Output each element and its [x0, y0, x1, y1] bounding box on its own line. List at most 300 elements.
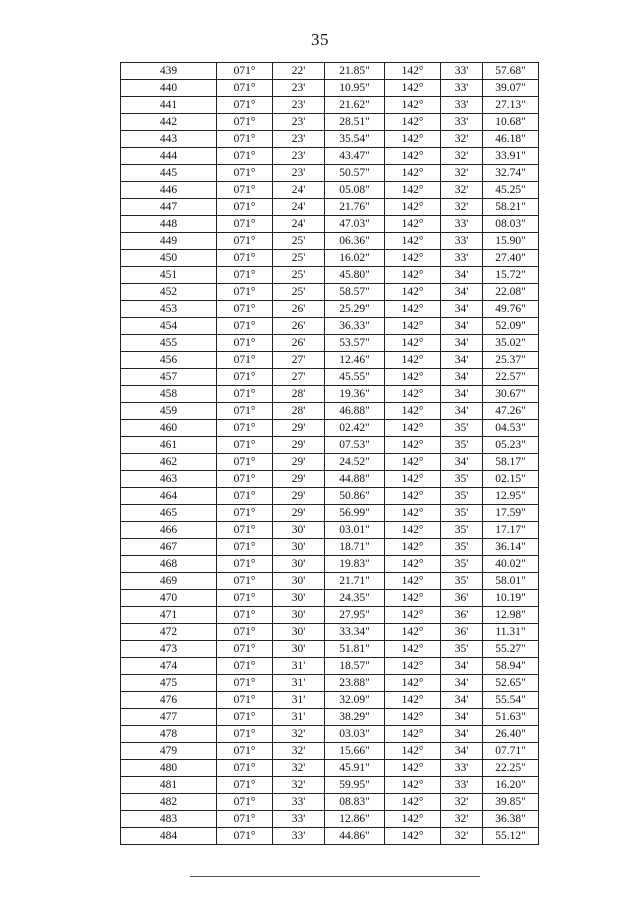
longitude-minutes-cell: 35' [441, 488, 483, 505]
longitude-minutes-cell: 35' [441, 420, 483, 437]
longitude-degrees-cell: 142° [385, 80, 441, 97]
point-number-cell: 459 [121, 403, 217, 420]
longitude-seconds-cell: 46.18" [483, 131, 539, 148]
latitude-minutes-cell: 22' [273, 63, 325, 80]
longitude-seconds-cell: 55.12" [483, 828, 539, 845]
table-row [121, 403, 539, 420]
longitude-seconds-cell: 57.68" [483, 63, 539, 80]
longitude-seconds-cell: 40.02" [483, 556, 539, 573]
latitude-degrees-cell: 071° [217, 454, 273, 471]
latitude-degrees-cell: 071° [217, 675, 273, 692]
table-row [121, 80, 539, 97]
longitude-seconds-cell: 16.20" [483, 777, 539, 794]
latitude-minutes-cell: 30' [273, 522, 325, 539]
longitude-seconds-cell: 27.40" [483, 250, 539, 267]
longitude-minutes-cell: 34' [441, 403, 483, 420]
table-row [121, 505, 539, 522]
latitude-seconds-cell: 12.46" [325, 352, 385, 369]
longitude-minutes-cell: 34' [441, 335, 483, 352]
table-row [121, 641, 539, 658]
table-row [121, 114, 539, 131]
longitude-degrees-cell: 142° [385, 692, 441, 709]
longitude-degrees-cell: 142° [385, 199, 441, 216]
longitude-degrees-cell: 142° [385, 794, 441, 811]
latitude-seconds-cell: 51.81" [325, 641, 385, 658]
longitude-seconds-cell: 02.15" [483, 471, 539, 488]
point-number-cell: 470 [121, 590, 217, 607]
latitude-minutes-cell: 30' [273, 573, 325, 590]
longitude-seconds-cell: 10.68" [483, 114, 539, 131]
point-number-cell: 482 [121, 794, 217, 811]
longitude-seconds-cell: 58.01" [483, 573, 539, 590]
latitude-minutes-cell: 25' [273, 233, 325, 250]
point-number-cell: 452 [121, 284, 217, 301]
page-number: 35 [311, 30, 329, 49]
latitude-degrees-cell: 071° [217, 709, 273, 726]
longitude-seconds-cell: 05.23" [483, 437, 539, 454]
latitude-seconds-cell: 43.47" [325, 148, 385, 165]
longitude-degrees-cell: 142° [385, 760, 441, 777]
table-row [121, 386, 539, 403]
coordinates-table-body [121, 63, 539, 845]
point-number-cell: 461 [121, 437, 217, 454]
latitude-minutes-cell: 33' [273, 794, 325, 811]
latitude-seconds-cell: 05.08" [325, 182, 385, 199]
longitude-seconds-cell: 15.72" [483, 267, 539, 284]
latitude-minutes-cell: 30' [273, 539, 325, 556]
latitude-seconds-cell: 03.03" [325, 726, 385, 743]
latitude-minutes-cell: 28' [273, 386, 325, 403]
latitude-degrees-cell: 071° [217, 828, 273, 845]
latitude-seconds-cell: 59.95" [325, 777, 385, 794]
longitude-degrees-cell: 142° [385, 301, 441, 318]
latitude-degrees-cell: 071° [217, 539, 273, 556]
longitude-minutes-cell: 34' [441, 726, 483, 743]
table-row [121, 777, 539, 794]
point-number-cell: 476 [121, 692, 217, 709]
point-number-cell: 456 [121, 352, 217, 369]
latitude-degrees-cell: 071° [217, 148, 273, 165]
longitude-minutes-cell: 34' [441, 692, 483, 709]
point-number-cell: 477 [121, 709, 217, 726]
latitude-degrees-cell: 071° [217, 403, 273, 420]
latitude-seconds-cell: 32.09" [325, 692, 385, 709]
longitude-degrees-cell: 142° [385, 641, 441, 658]
latitude-degrees-cell: 071° [217, 794, 273, 811]
latitude-degrees-cell: 071° [217, 437, 273, 454]
latitude-minutes-cell: 32' [273, 726, 325, 743]
table-row [121, 454, 539, 471]
table-row [121, 216, 539, 233]
latitude-minutes-cell: 26' [273, 301, 325, 318]
longitude-seconds-cell: 45.25" [483, 182, 539, 199]
latitude-minutes-cell: 26' [273, 335, 325, 352]
point-number-cell: 457 [121, 369, 217, 386]
longitude-minutes-cell: 34' [441, 743, 483, 760]
latitude-degrees-cell: 071° [217, 216, 273, 233]
longitude-degrees-cell: 142° [385, 335, 441, 352]
longitude-seconds-cell: 04.53" [483, 420, 539, 437]
point-number-cell: 445 [121, 165, 217, 182]
longitude-minutes-cell: 34' [441, 454, 483, 471]
latitude-minutes-cell: 32' [273, 743, 325, 760]
latitude-degrees-cell: 071° [217, 607, 273, 624]
longitude-degrees-cell: 142° [385, 63, 441, 80]
longitude-minutes-cell: 32' [441, 131, 483, 148]
longitude-minutes-cell: 32' [441, 165, 483, 182]
latitude-seconds-cell: 19.83" [325, 556, 385, 573]
point-number-cell: 441 [121, 97, 217, 114]
longitude-seconds-cell: 52.65" [483, 675, 539, 692]
table-row [121, 556, 539, 573]
latitude-seconds-cell: 18.57" [325, 658, 385, 675]
latitude-degrees-cell: 071° [217, 658, 273, 675]
latitude-minutes-cell: 29' [273, 488, 325, 505]
latitude-minutes-cell: 32' [273, 760, 325, 777]
latitude-degrees-cell: 071° [217, 165, 273, 182]
latitude-seconds-cell: 24.35" [325, 590, 385, 607]
point-number-cell: 463 [121, 471, 217, 488]
point-number-cell: 481 [121, 777, 217, 794]
point-number-cell: 464 [121, 488, 217, 505]
table-row [121, 97, 539, 114]
longitude-seconds-cell: 36.14" [483, 539, 539, 556]
longitude-minutes-cell: 35' [441, 505, 483, 522]
table-row [121, 522, 539, 539]
point-number-cell: 462 [121, 454, 217, 471]
table-row [121, 369, 539, 386]
longitude-seconds-cell: 26.40" [483, 726, 539, 743]
latitude-seconds-cell: 02.42" [325, 420, 385, 437]
point-number-cell: 451 [121, 267, 217, 284]
latitude-seconds-cell: 36.33" [325, 318, 385, 335]
longitude-degrees-cell: 142° [385, 675, 441, 692]
latitude-seconds-cell: 21.85" [325, 63, 385, 80]
longitude-seconds-cell: 49.76" [483, 301, 539, 318]
latitude-minutes-cell: 23' [273, 148, 325, 165]
longitude-degrees-cell: 142° [385, 811, 441, 828]
point-number-cell: 467 [121, 539, 217, 556]
table-row [121, 760, 539, 777]
latitude-degrees-cell: 071° [217, 624, 273, 641]
longitude-seconds-cell: 12.95" [483, 488, 539, 505]
longitude-minutes-cell: 32' [441, 794, 483, 811]
longitude-minutes-cell: 35' [441, 539, 483, 556]
latitude-minutes-cell: 30' [273, 641, 325, 658]
longitude-minutes-cell: 35' [441, 437, 483, 454]
point-number-cell: 484 [121, 828, 217, 845]
longitude-minutes-cell: 36' [441, 590, 483, 607]
longitude-degrees-cell: 142° [385, 403, 441, 420]
longitude-minutes-cell: 33' [441, 216, 483, 233]
longitude-minutes-cell: 33' [441, 233, 483, 250]
point-number-cell: 450 [121, 250, 217, 267]
table-row [121, 420, 539, 437]
longitude-minutes-cell: 32' [441, 199, 483, 216]
latitude-seconds-cell: 44.88" [325, 471, 385, 488]
longitude-seconds-cell: 15.90" [483, 233, 539, 250]
latitude-minutes-cell: 25' [273, 284, 325, 301]
latitude-seconds-cell: 21.62" [325, 97, 385, 114]
longitude-degrees-cell: 142° [385, 352, 441, 369]
latitude-seconds-cell: 45.80" [325, 267, 385, 284]
latitude-degrees-cell: 071° [217, 352, 273, 369]
point-number-cell: 440 [121, 80, 217, 97]
latitude-minutes-cell: 31' [273, 675, 325, 692]
latitude-seconds-cell: 27.95" [325, 607, 385, 624]
table-row [121, 471, 539, 488]
latitude-minutes-cell: 27' [273, 352, 325, 369]
longitude-seconds-cell: 55.27" [483, 641, 539, 658]
longitude-degrees-cell: 142° [385, 777, 441, 794]
table-row [121, 828, 539, 845]
latitude-seconds-cell: 47.03" [325, 216, 385, 233]
longitude-minutes-cell: 33' [441, 250, 483, 267]
table-row [121, 165, 539, 182]
longitude-seconds-cell: 47.26" [483, 403, 539, 420]
latitude-degrees-cell: 071° [217, 556, 273, 573]
longitude-minutes-cell: 34' [441, 352, 483, 369]
longitude-degrees-cell: 142° [385, 284, 441, 301]
longitude-degrees-cell: 142° [385, 573, 441, 590]
latitude-seconds-cell: 10.95" [325, 80, 385, 97]
point-number-cell: 448 [121, 216, 217, 233]
latitude-degrees-cell: 071° [217, 760, 273, 777]
latitude-seconds-cell: 07.53" [325, 437, 385, 454]
longitude-seconds-cell: 17.59" [483, 505, 539, 522]
point-number-cell: 446 [121, 182, 217, 199]
latitude-seconds-cell: 19.36" [325, 386, 385, 403]
longitude-degrees-cell: 142° [385, 607, 441, 624]
longitude-seconds-cell: 08.03" [483, 216, 539, 233]
latitude-minutes-cell: 29' [273, 420, 325, 437]
longitude-minutes-cell: 33' [441, 97, 483, 114]
latitude-degrees-cell: 071° [217, 301, 273, 318]
point-number-cell: 475 [121, 675, 217, 692]
point-number-cell: 478 [121, 726, 217, 743]
table-row [121, 199, 539, 216]
longitude-degrees-cell: 142° [385, 590, 441, 607]
table-row [121, 488, 539, 505]
latitude-minutes-cell: 33' [273, 811, 325, 828]
longitude-seconds-cell: 22.25" [483, 760, 539, 777]
latitude-degrees-cell: 071° [217, 335, 273, 352]
latitude-degrees-cell: 071° [217, 726, 273, 743]
latitude-minutes-cell: 25' [273, 267, 325, 284]
table-row [121, 131, 539, 148]
table-row [121, 318, 539, 335]
table-row [121, 692, 539, 709]
longitude-degrees-cell: 142° [385, 148, 441, 165]
latitude-minutes-cell: 31' [273, 692, 325, 709]
latitude-seconds-cell: 56.99" [325, 505, 385, 522]
latitude-degrees-cell: 071° [217, 777, 273, 794]
longitude-degrees-cell: 142° [385, 267, 441, 284]
table-row [121, 63, 539, 80]
latitude-seconds-cell: 58.57" [325, 284, 385, 301]
latitude-seconds-cell: 15.66" [325, 743, 385, 760]
latitude-degrees-cell: 071° [217, 284, 273, 301]
point-number-cell: 479 [121, 743, 217, 760]
latitude-seconds-cell: 03.01" [325, 522, 385, 539]
longitude-degrees-cell: 142° [385, 471, 441, 488]
longitude-minutes-cell: 34' [441, 658, 483, 675]
table-row [121, 267, 539, 284]
point-number-cell: 460 [121, 420, 217, 437]
longitude-degrees-cell: 142° [385, 114, 441, 131]
longitude-degrees-cell: 142° [385, 250, 441, 267]
table-row [121, 148, 539, 165]
longitude-minutes-cell: 35' [441, 556, 483, 573]
longitude-seconds-cell: 58.17" [483, 454, 539, 471]
table-row [121, 284, 539, 301]
longitude-degrees-cell: 142° [385, 828, 441, 845]
longitude-seconds-cell: 17.17" [483, 522, 539, 539]
point-number-cell: 465 [121, 505, 217, 522]
longitude-seconds-cell: 39.85" [483, 794, 539, 811]
latitude-seconds-cell: 38.29" [325, 709, 385, 726]
longitude-degrees-cell: 142° [385, 709, 441, 726]
longitude-degrees-cell: 142° [385, 182, 441, 199]
table-row [121, 301, 539, 318]
latitude-minutes-cell: 27' [273, 369, 325, 386]
point-number-cell: 453 [121, 301, 217, 318]
longitude-seconds-cell: 32.74" [483, 165, 539, 182]
latitude-degrees-cell: 071° [217, 267, 273, 284]
longitude-seconds-cell: 51.63" [483, 709, 539, 726]
point-number-cell: 455 [121, 335, 217, 352]
table-row [121, 709, 539, 726]
longitude-degrees-cell: 142° [385, 624, 441, 641]
longitude-degrees-cell: 142° [385, 165, 441, 182]
latitude-seconds-cell: 50.57" [325, 165, 385, 182]
longitude-minutes-cell: 34' [441, 709, 483, 726]
longitude-seconds-cell: 22.08" [483, 284, 539, 301]
longitude-minutes-cell: 35' [441, 641, 483, 658]
coordinates-table [120, 62, 539, 845]
table-row [121, 573, 539, 590]
longitude-minutes-cell: 33' [441, 760, 483, 777]
longitude-minutes-cell: 34' [441, 267, 483, 284]
longitude-minutes-cell: 32' [441, 148, 483, 165]
point-number-cell: 443 [121, 131, 217, 148]
latitude-seconds-cell: 16.02" [325, 250, 385, 267]
longitude-minutes-cell: 32' [441, 828, 483, 845]
longitude-seconds-cell: 25.37" [483, 352, 539, 369]
latitude-degrees-cell: 071° [217, 522, 273, 539]
longitude-seconds-cell: 11.31" [483, 624, 539, 641]
latitude-seconds-cell: 45.55" [325, 369, 385, 386]
latitude-minutes-cell: 30' [273, 624, 325, 641]
latitude-degrees-cell: 071° [217, 488, 273, 505]
latitude-seconds-cell: 18.71" [325, 539, 385, 556]
latitude-degrees-cell: 071° [217, 318, 273, 335]
latitude-seconds-cell: 53.57" [325, 335, 385, 352]
point-number-cell: 480 [121, 760, 217, 777]
latitude-minutes-cell: 23' [273, 114, 325, 131]
point-number-cell: 449 [121, 233, 217, 250]
longitude-minutes-cell: 33' [441, 63, 483, 80]
latitude-minutes-cell: 28' [273, 403, 325, 420]
latitude-minutes-cell: 23' [273, 165, 325, 182]
latitude-minutes-cell: 25' [273, 250, 325, 267]
latitude-minutes-cell: 23' [273, 131, 325, 148]
point-number-cell: 439 [121, 63, 217, 80]
longitude-minutes-cell: 33' [441, 80, 483, 97]
table-row [121, 182, 539, 199]
point-number-cell: 469 [121, 573, 217, 590]
point-number-cell: 473 [121, 641, 217, 658]
latitude-degrees-cell: 071° [217, 590, 273, 607]
latitude-degrees-cell: 071° [217, 386, 273, 403]
longitude-degrees-cell: 142° [385, 420, 441, 437]
longitude-seconds-cell: 33.91" [483, 148, 539, 165]
longitude-seconds-cell: 52.09" [483, 318, 539, 335]
table-row [121, 658, 539, 675]
latitude-minutes-cell: 31' [273, 658, 325, 675]
longitude-minutes-cell: 32' [441, 811, 483, 828]
longitude-seconds-cell: 55.54" [483, 692, 539, 709]
longitude-seconds-cell: 12.98" [483, 607, 539, 624]
longitude-seconds-cell: 07.71" [483, 743, 539, 760]
point-number-cell: 444 [121, 148, 217, 165]
latitude-degrees-cell: 071° [217, 80, 273, 97]
longitude-seconds-cell: 35.02" [483, 335, 539, 352]
longitude-seconds-cell: 27.13" [483, 97, 539, 114]
latitude-degrees-cell: 071° [217, 199, 273, 216]
longitude-degrees-cell: 142° [385, 386, 441, 403]
latitude-degrees-cell: 071° [217, 471, 273, 488]
latitude-seconds-cell: 45.91" [325, 760, 385, 777]
longitude-degrees-cell: 142° [385, 369, 441, 386]
latitude-minutes-cell: 33' [273, 828, 325, 845]
longitude-seconds-cell: 36.38" [483, 811, 539, 828]
latitude-minutes-cell: 30' [273, 590, 325, 607]
latitude-seconds-cell: 21.71" [325, 573, 385, 590]
table-row [121, 607, 539, 624]
table-row [121, 335, 539, 352]
table-row [121, 624, 539, 641]
longitude-seconds-cell: 39.07" [483, 80, 539, 97]
longitude-minutes-cell: 35' [441, 573, 483, 590]
longitude-minutes-cell: 34' [441, 386, 483, 403]
point-number-cell: 454 [121, 318, 217, 335]
latitude-minutes-cell: 29' [273, 437, 325, 454]
latitude-seconds-cell: 25.29" [325, 301, 385, 318]
point-number-cell: 483 [121, 811, 217, 828]
longitude-degrees-cell: 142° [385, 216, 441, 233]
latitude-minutes-cell: 30' [273, 607, 325, 624]
longitude-degrees-cell: 142° [385, 233, 441, 250]
table-row [121, 675, 539, 692]
latitude-minutes-cell: 23' [273, 80, 325, 97]
longitude-minutes-cell: 34' [441, 675, 483, 692]
latitude-seconds-cell: 12.86" [325, 811, 385, 828]
latitude-minutes-cell: 29' [273, 505, 325, 522]
point-number-cell: 442 [121, 114, 217, 131]
longitude-minutes-cell: 32' [441, 182, 483, 199]
latitude-degrees-cell: 071° [217, 182, 273, 199]
latitude-seconds-cell: 33.34" [325, 624, 385, 641]
longitude-degrees-cell: 142° [385, 131, 441, 148]
latitude-seconds-cell: 44.86" [325, 828, 385, 845]
latitude-minutes-cell: 24' [273, 199, 325, 216]
latitude-seconds-cell: 46.88" [325, 403, 385, 420]
table-row [121, 743, 539, 760]
latitude-seconds-cell: 28.51" [325, 114, 385, 131]
latitude-seconds-cell: 35.54" [325, 131, 385, 148]
latitude-minutes-cell: 29' [273, 471, 325, 488]
